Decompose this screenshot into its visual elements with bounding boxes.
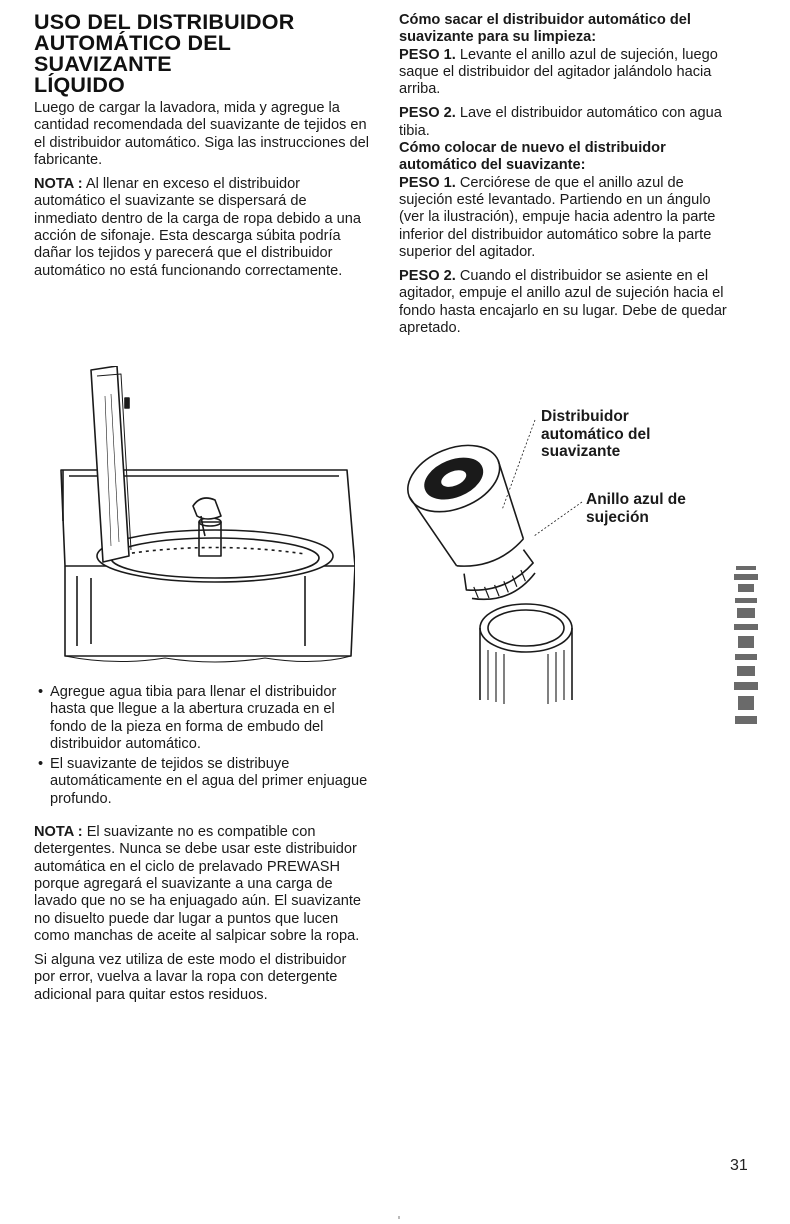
remove-heading: Cómo sacar el distribuidor automático del suavizante para su limpieza:	[399, 12, 691, 46]
step-text: Levante el anillo azul de sujeción, luego saque el distribuidor del agitador jalándolo hacia arriba.	[399, 46, 718, 98]
note2-label: NOTA :	[34, 824, 83, 841]
replace-step-2	[399, 268, 739, 337]
replace-step-1	[399, 175, 739, 261]
footer-mark	[398, 1216, 400, 1219]
dispenser-label-line-1: Distribuidor	[541, 408, 629, 425]
step-text: Cuando el distribuidor se asiente en el agitador, empuje el anillo azul de sujeción hacia el fondo hasta encajarlo en su lugar. Debe de quedar apretado.	[399, 268, 727, 337]
dispenser-label-line-3: suavizante	[541, 443, 621, 460]
step-label: PESO 1.	[399, 46, 456, 63]
right-column	[399, 12, 739, 337]
scan-edge-artifact	[730, 560, 764, 740]
title-line-2: AUTOMÁTICO DEL SUAVIZANTE	[34, 31, 231, 76]
left-lower-block	[34, 684, 370, 1004]
note-detergent	[34, 824, 370, 945]
dispenser-label-line-2: automático del	[541, 425, 651, 443]
ring-label-line-1: Anillo azul de	[586, 491, 686, 508]
dispenser-label	[541, 408, 650, 461]
washer-dispenser-illustration	[55, 366, 355, 666]
ring-label	[586, 491, 686, 526]
page-number: 31	[730, 1157, 748, 1174]
final-paragraph: Si alguna vez utiliza de este modo el distribuidor por error, vuelva a lavar la ropa con detergente adicional para quitar estos residuos.	[34, 952, 347, 1003]
note-label: NOTA :	[34, 176, 83, 193]
note-overfill	[34, 176, 370, 280]
title-line-3: LÍQUIDO	[34, 73, 125, 97]
left-column	[34, 12, 370, 280]
step-text: Lave el distribuidor automático con agua tibia.	[399, 105, 722, 139]
bullet-fill-water: • Agregue agua tibia para llenar el distribuidor hasta que llegue a la abertura cruzada en el fondo de la pieza en forma de embudo del distribuidor automático.	[34, 684, 370, 753]
note2-text: El suavizante no es compatible con detergentes. Nunca se debe usar este distribuidor automática en el ciclo de prelavado PREWASH porque agregará el suavizante a una carga de lavado que no se ha enjuagado aún. El suavizante no disuelto puede dar lugar a puntos que lucen como manchas de aceite al salpicar sobre la ropa.	[34, 824, 361, 944]
intro-paragraph: Luego de cargar la lavadora, mida y agregue la cantidad recomendada del suavizante de tejidos en el distribuidor automático. Siga las instrucciones del fabricante.	[34, 100, 370, 168]
bullet-auto-dispense: • El suavizante de tejidos se distribuye automáticamente en el agua del primer enjuague profundo.	[34, 756, 370, 808]
remove-step-2	[399, 105, 739, 140]
section-title	[34, 12, 370, 96]
title-line-1: USO DEL DISTRIBUIDOR	[34, 10, 295, 34]
note-text: Al llenar en exceso el distribuidor automático el suavizante se dispersará de inmediato dentro de la carga de ropa debido a una acción de sifonaje. Esta descarga súbita podría dañar los tejidos y parecerá que el distribuidor automático no está funcionando correctamente.	[34, 176, 361, 279]
step-text: Cerciórese de que el anillo azul de sujeción esté levantado. Partiendo en un ángulo (ver la ilustración), empuje hacia adentro la parte inferior del distribuidor automático sobre la parte superior del agitador.	[399, 174, 716, 260]
step-label: PESO 1.	[399, 174, 456, 191]
step-label: PESO 2.	[399, 105, 456, 122]
replace-heading: Cómo colocar de nuevo el distribuidor automático del suavizante:	[399, 140, 666, 174]
ring-label-line-2: sujeción	[586, 508, 649, 526]
instruction-bullets	[34, 684, 370, 808]
remove-step-1	[399, 47, 739, 99]
step-label: PESO 2.	[399, 268, 456, 285]
